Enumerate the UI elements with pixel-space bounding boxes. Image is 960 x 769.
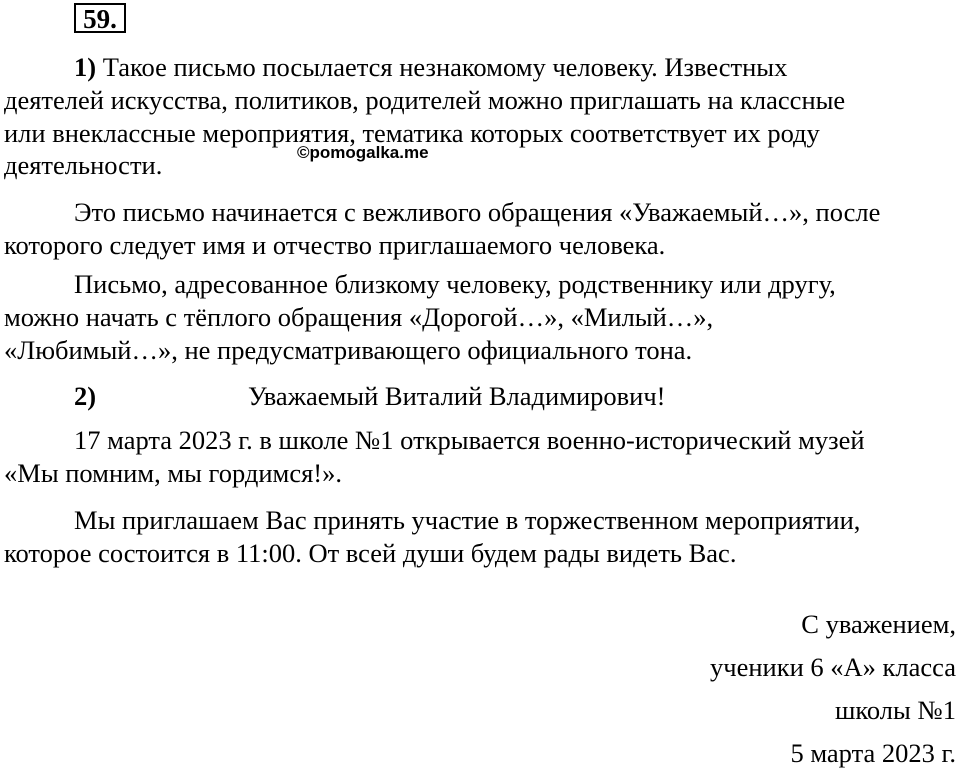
part2-p2-line-2: которое состоится в 11:00. От всей души будем рады видеть Вас. — [4, 538, 737, 568]
part1-p2-line-2: которого следует имя и отчество приглашаемого человека. — [4, 230, 666, 260]
part1-p2-line-1: Это письмо начинается с вежливого обращения «Уважаемый…», после — [74, 197, 881, 227]
part1-p3-line-3: «Любимый…», не предусматривающего официального тона. — [4, 335, 693, 365]
part2-p1-line-2: «Мы помним, мы гордимся!». — [4, 458, 342, 488]
signature-date: 5 марта 2023 г. — [790, 737, 956, 768]
part1-line-1 — [74, 51, 787, 83]
part1-p3-line-1: Письмо, адресованное близкому человеку, родственнику или другу, — [74, 269, 836, 299]
signature-line-3: школы №1 — [834, 694, 956, 725]
part1-p1-line-1: Такое письмо посылается незнакомому человеку. Известных — [96, 52, 788, 82]
part1-p1-line-2: деятелей искусства, политиков, родителей можно приглашать на классные — [4, 85, 846, 115]
part1-p1-line-4: деятельности. — [4, 150, 163, 180]
exercise-number: 59. — [74, 3, 126, 33]
signature-line-2: ученики 6 «А» класса — [710, 651, 956, 682]
letter-greeting: Уважаемый Виталий Владимирович! — [248, 381, 666, 411]
part1-marker: 1) — [74, 52, 97, 82]
part1-p1-line-3: или внеклассные мероприятия, тематика которых соответствует их роду — [4, 118, 820, 148]
part1-p3-line-2: можно начать с тёплого обращения «Дорогой…», «Милый…», — [4, 302, 714, 332]
watermark: ©pomogalka.me — [297, 143, 429, 162]
part2-p1-line-1: 17 марта 2023 г. в школе №1 открывается военно-исторический музей — [74, 425, 865, 455]
signature-line-1: С уважением, — [801, 608, 956, 639]
part2-p2-line-1: Мы приглашаем Вас принять участие в торжественном мероприятии, — [74, 505, 861, 535]
part2-marker: 2) — [74, 381, 97, 411]
